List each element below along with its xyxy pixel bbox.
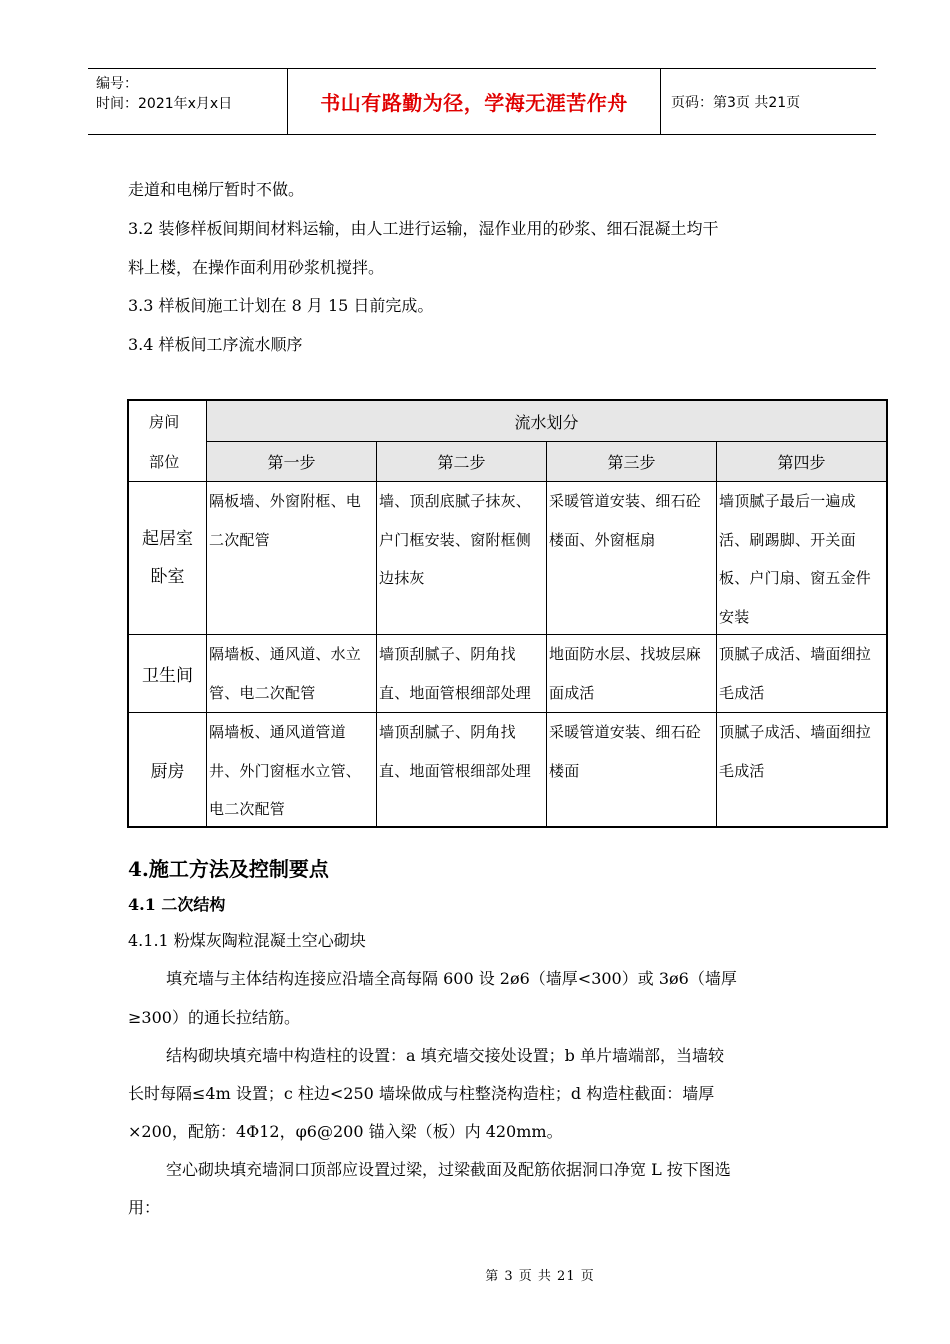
step-header-3: 第三步	[547, 442, 717, 482]
paragraph-line: 结构砌块填充墙中构造柱的设置：a 填充墙交接处设置；b 单片墙端部，当墙较	[166, 1046, 724, 1065]
paragraph-line: 用：	[128, 1198, 161, 1217]
header-info-cell	[88, 69, 288, 134]
cell-line: 电二次配管	[209, 800, 286, 818]
subsection-heading: 4.1 二次结构	[128, 895, 226, 914]
room-label: 卧室	[150, 567, 185, 587]
table-cell	[207, 482, 377, 635]
process-table	[127, 399, 888, 828]
room-label: 起居室	[142, 529, 193, 549]
table-cell	[717, 635, 886, 713]
document-header	[88, 68, 876, 135]
table-cell	[717, 482, 886, 635]
table-cell	[377, 635, 547, 713]
step-header-2: 第二步	[377, 442, 547, 482]
room-label: 卫生间	[142, 666, 193, 686]
table-cell	[207, 635, 377, 713]
cell-line: 隔墙板、通风道管道	[209, 723, 346, 741]
corner-label-room: 房间	[149, 413, 180, 431]
cell-line: 面成活	[549, 683, 595, 702]
cell-line: 隔墙板、通风道、水立	[209, 645, 362, 663]
cell-line: 隔板墙、外窗附框、电	[209, 492, 362, 510]
cell-line: 地面防水层、找坡层麻	[549, 645, 702, 663]
group-header: 流水划分	[207, 401, 886, 442]
cell-line: 顶腻子成活、墙面细拉	[719, 723, 872, 741]
cell-line: 毛成活	[719, 683, 765, 702]
page-label: 页码：第3页 共21页	[671, 94, 801, 111]
cell-line: 井、外门窗框水立管、	[209, 761, 362, 780]
paragraph-line: ×200，配筋：4Φ12，φ6@200 锚入梁（板）内 420mm。	[128, 1122, 563, 1141]
room-cell-living	[129, 482, 207, 635]
cell-line: 户门框安装、窗附框侧	[379, 530, 532, 549]
table-cell	[547, 713, 717, 826]
cell-line: 安装	[719, 607, 750, 626]
cell-line: 直、地面管根细部处理	[379, 683, 532, 702]
cell-line: 板、户门扇、窗五金件	[719, 569, 872, 587]
cell-line: 活、刷踢脚、开关面	[719, 530, 856, 549]
paragraph-line: 长时每隔≤4m 设置；c 柱边<250 墙垛做成与柱整浇构造柱；d 构造柱截面：墙厚	[128, 1084, 715, 1103]
room-cell-bathroom	[129, 635, 207, 713]
paragraph-line: 空心砌块填充墙洞口顶部应设置过梁，过梁截面及配筋依据洞口净宽 L 按下图选	[166, 1160, 731, 1179]
table-cell	[547, 635, 717, 713]
cell-line: 采暖管道安装、细石砼	[549, 723, 702, 741]
cell-line: 边抹灰	[379, 569, 425, 587]
subsubsection-heading: 4.1.1 粉煤灰陶粒混凝土空心砌块	[128, 931, 366, 950]
paragraph-3-3: 3.3 样板间施工计划在 8 月 15 日前完成。	[128, 296, 434, 315]
table-cell	[717, 713, 886, 826]
cell-line: 墙顶刮腻子、阴角找	[379, 723, 516, 741]
table-cell	[377, 482, 547, 635]
paragraph-line: 填充墙与主体结构连接应沿墙全高每隔 600 设 2ø6（墙厚<300）或 3ø6（墙厚	[166, 969, 737, 988]
cell-line: 直、地面管根细部处理	[379, 761, 532, 780]
room-label: 厨房	[150, 762, 185, 782]
paragraph-3-4: 3.4 样板间工序流水顺序	[128, 335, 303, 354]
cell-line: 顶腻子成活、墙面细拉	[719, 645, 872, 663]
cell-line: 楼面、外窗框扇	[549, 530, 656, 549]
section-heading: 4.施工方法及控制要点	[128, 857, 329, 881]
table-cell	[207, 713, 377, 826]
page-footer: 第 3 页 共 21 页	[485, 1269, 595, 1284]
cell-line: 墙顶刮腻子、阴角找	[379, 645, 516, 663]
room-cell-kitchen	[129, 713, 207, 826]
cell-line: 二次配管	[209, 530, 270, 549]
step-header-4: 第四步	[717, 442, 886, 482]
number-label: 编号：	[96, 76, 138, 92]
cell-line: 采暖管道安装、细石砼	[549, 492, 702, 510]
corner-cell	[129, 401, 207, 482]
table-cell	[547, 482, 717, 635]
cell-line: 管、电二次配管	[209, 683, 316, 702]
cell-line: 墙顶腻子最后一遍成	[719, 492, 856, 510]
time-label: 时间：2021年x月x日	[96, 96, 233, 112]
cell-line: 墙、顶刮底腻子抹灰、	[379, 492, 532, 510]
paragraph-line: ≥300）的通长拉结筋。	[128, 1008, 300, 1027]
step-header-1: 第一步	[207, 442, 377, 482]
table-cell	[377, 713, 547, 826]
corner-label-part: 部位	[149, 453, 180, 471]
cell-line: 毛成活	[719, 761, 765, 780]
cell-line: 楼面	[549, 761, 580, 780]
paragraph-3-2-line1: 3.2 装修样板间期间材料运输，由人工进行运输，湿作业用的砂浆、细石混凝土均干	[128, 219, 719, 238]
paragraph-3-2-line2: 料上楼，在操作面利用砂浆机搅拌。	[128, 258, 385, 277]
paragraph-line: 走道和电梯厅暂时不做。	[128, 180, 305, 199]
motto: 书山有路勤为径，学海无涯苦作舟	[288, 69, 661, 134]
